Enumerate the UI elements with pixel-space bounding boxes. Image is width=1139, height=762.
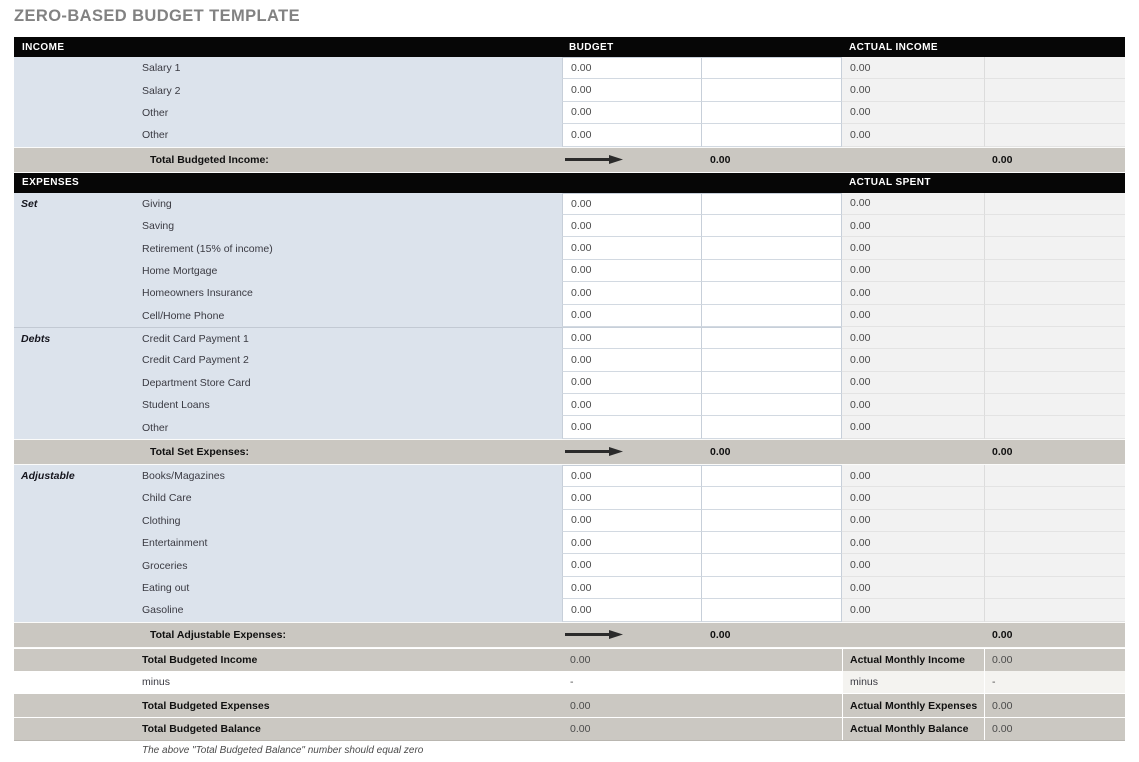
summary-left-label: minus bbox=[142, 676, 171, 689]
item-label: Credit Card Payment 2 bbox=[140, 349, 562, 371]
summary-left-value: 0.00 bbox=[570, 699, 591, 712]
income-section bbox=[14, 57, 1125, 147]
budget-input-cell[interactable]: 0.00 bbox=[562, 102, 702, 124]
actual-extra-cell bbox=[984, 215, 1125, 237]
budget-total-value: 0.00 bbox=[710, 445, 731, 458]
actual-input-cell[interactable]: 0.00 bbox=[842, 577, 984, 599]
summary-right-value: 0.00 bbox=[984, 718, 1125, 740]
actual-extra-cell bbox=[984, 282, 1125, 304]
budget-extra-cell bbox=[702, 532, 842, 554]
budget-extra-cell bbox=[702, 124, 842, 146]
actual-extra-cell bbox=[984, 260, 1125, 282]
budget-input-cell[interactable]: 0.00 bbox=[562, 394, 702, 416]
actual-total-value: 0.00 bbox=[992, 628, 1013, 641]
budget-input-cell[interactable]: 0.00 bbox=[562, 510, 702, 532]
table-row bbox=[14, 599, 1125, 621]
category-label bbox=[14, 305, 140, 327]
budget-extra-cell bbox=[702, 237, 842, 259]
item-label: Giving bbox=[140, 193, 562, 215]
category-block bbox=[14, 465, 1125, 622]
budget-extra-cell bbox=[702, 349, 842, 371]
item-label: Entertainment bbox=[140, 532, 562, 554]
total-row-spacer bbox=[14, 623, 140, 647]
item-label: Salary 2 bbox=[140, 79, 562, 101]
actual-input-cell[interactable]: 0.00 bbox=[842, 394, 984, 416]
table-row bbox=[14, 394, 1125, 416]
actual-input-cell[interactable]: 0.00 bbox=[842, 305, 984, 327]
actual-extra-cell bbox=[984, 102, 1125, 124]
category-label bbox=[14, 394, 140, 416]
budget-input-cell[interactable]: 0.00 bbox=[562, 554, 702, 576]
budget-input-cell[interactable]: 0.00 bbox=[562, 215, 702, 237]
table-row bbox=[14, 124, 1125, 146]
summary-row bbox=[14, 693, 1125, 716]
table-row bbox=[14, 577, 1125, 599]
budget-extra-cell bbox=[702, 215, 842, 237]
budget-input-cell[interactable]: 0.00 bbox=[562, 327, 702, 349]
summary-left-label: Total Budgeted Expenses bbox=[142, 699, 270, 712]
summary-section bbox=[14, 648, 1125, 742]
item-label: Groceries bbox=[140, 554, 562, 576]
category-label bbox=[14, 237, 140, 259]
table-row bbox=[14, 554, 1125, 576]
budget-extra-cell bbox=[702, 577, 842, 599]
budget-header-label: BUDGET bbox=[569, 41, 614, 53]
actual-extra-cell bbox=[984, 349, 1125, 371]
total-row-spacer bbox=[842, 148, 984, 172]
budget-extra-cell bbox=[702, 554, 842, 576]
actual-input-cell[interactable]: 0.00 bbox=[842, 554, 984, 576]
budget-extra-cell bbox=[702, 305, 842, 327]
item-label: Gasoline bbox=[140, 599, 562, 621]
summary-right-label: Actual Monthly Income bbox=[842, 649, 984, 671]
summary-right-label: Actual Monthly Expenses bbox=[842, 694, 984, 716]
budget-extra-cell bbox=[702, 102, 842, 124]
summary-right-value: - bbox=[984, 671, 1125, 693]
arrow-cell bbox=[562, 148, 702, 172]
page-title: ZERO-BASED BUDGET TEMPLATE bbox=[14, 7, 301, 25]
actual-extra-cell bbox=[984, 599, 1125, 621]
budget-extra-cell bbox=[702, 193, 842, 215]
actual-input-cell[interactable]: 0.00 bbox=[842, 237, 984, 259]
actual-extra-cell bbox=[984, 487, 1125, 509]
category-label: Debts bbox=[14, 327, 140, 349]
budget-input-cell[interactable]: 0.00 bbox=[562, 465, 702, 487]
actual-extra-cell bbox=[984, 305, 1125, 327]
table-row bbox=[14, 349, 1125, 371]
total-row bbox=[14, 439, 1125, 465]
arrow-cell bbox=[562, 623, 702, 647]
actual-extra-cell bbox=[984, 394, 1125, 416]
actual-extra-cell bbox=[984, 327, 1125, 349]
budget-input-cell[interactable]: 0.00 bbox=[562, 416, 702, 438]
category-label bbox=[14, 282, 140, 304]
budget-extra-cell bbox=[702, 416, 842, 438]
actual-input-cell[interactable]: 0.00 bbox=[842, 532, 984, 554]
budget-input-cell[interactable]: 0.00 bbox=[562, 532, 702, 554]
budget-extra-cell bbox=[702, 394, 842, 416]
item-label: Child Care bbox=[140, 487, 562, 509]
total-label: Total Budgeted Income: bbox=[150, 153, 269, 166]
category-block bbox=[14, 193, 1125, 327]
summary-left-value: 0.00 bbox=[570, 653, 591, 666]
budget-extra-cell bbox=[702, 57, 842, 79]
budget-input-cell[interactable]: 0.00 bbox=[562, 372, 702, 394]
income-header-row bbox=[14, 37, 1125, 57]
summary-right-label: Actual Monthly Balance bbox=[842, 718, 984, 740]
summary-spacer bbox=[702, 671, 842, 693]
item-label: Home Mortgage bbox=[140, 260, 562, 282]
total-row bbox=[14, 622, 1125, 648]
arrow-right-icon bbox=[565, 447, 623, 456]
arrow-cell bbox=[562, 440, 702, 464]
actual-extra-cell bbox=[984, 416, 1125, 438]
budget-extra-cell bbox=[702, 79, 842, 101]
item-label: Retirement (15% of income) bbox=[140, 237, 562, 259]
table-row bbox=[14, 372, 1125, 394]
actual-extra-cell bbox=[984, 237, 1125, 259]
actual-input-cell[interactable]: 0.00 bbox=[842, 260, 984, 282]
budget-input-cell[interactable]: 0.00 bbox=[562, 193, 702, 215]
actual-input-cell[interactable]: 0.00 bbox=[842, 465, 984, 487]
expenses-header-row bbox=[14, 173, 1125, 193]
actual-input-cell[interactable]: 0.00 bbox=[842, 57, 984, 79]
category-label bbox=[14, 260, 140, 282]
actual-input-cell[interactable]: 0.00 bbox=[842, 599, 984, 621]
expenses-header-label: EXPENSES bbox=[22, 177, 80, 189]
category-label bbox=[14, 372, 140, 394]
summary-spacer bbox=[702, 649, 842, 671]
total-row-spacer bbox=[14, 148, 140, 172]
table-row bbox=[14, 57, 1125, 79]
arrow-right-icon bbox=[565, 155, 623, 164]
budget-extra-cell bbox=[702, 372, 842, 394]
table-row bbox=[14, 215, 1125, 237]
actual-input-cell[interactable]: 0.00 bbox=[842, 282, 984, 304]
category-label bbox=[14, 102, 140, 124]
budget-input-cell[interactable]: 0.00 bbox=[562, 57, 702, 79]
item-label: Salary 1 bbox=[140, 57, 562, 79]
summary-row bbox=[14, 671, 1125, 693]
income-total-container bbox=[14, 147, 1125, 173]
actual-extra-cell bbox=[984, 554, 1125, 576]
category-label bbox=[14, 487, 140, 509]
category-label bbox=[14, 416, 140, 438]
summary-spacer bbox=[702, 718, 842, 740]
total-row-spacer bbox=[14, 440, 140, 464]
item-label: Other bbox=[140, 416, 562, 438]
actual-input-cell[interactable]: 0.00 bbox=[842, 510, 984, 532]
actual-input-cell[interactable]: 0.00 bbox=[842, 124, 984, 146]
actual-input-cell[interactable]: 0.00 bbox=[842, 193, 984, 215]
actual-input-cell[interactable]: 0.00 bbox=[842, 215, 984, 237]
actual-extra-cell bbox=[984, 372, 1125, 394]
budget-input-cell[interactable]: 0.00 bbox=[562, 260, 702, 282]
summary-left-label: Total Budgeted Balance bbox=[142, 722, 261, 735]
summary-left-label: Total Budgeted Income bbox=[142, 653, 258, 666]
category-label bbox=[14, 124, 140, 146]
actual-input-cell[interactable]: 0.00 bbox=[842, 79, 984, 101]
actual-input-cell[interactable]: 0.00 bbox=[842, 102, 984, 124]
budget-input-cell[interactable]: 0.00 bbox=[562, 305, 702, 327]
budget-extra-cell bbox=[702, 599, 842, 621]
item-label: Books/Magazines bbox=[140, 465, 562, 487]
table-row bbox=[14, 282, 1125, 304]
actual-spent-header-label: ACTUAL SPENT bbox=[849, 177, 931, 189]
item-label: Other bbox=[140, 124, 562, 146]
table-row bbox=[14, 102, 1125, 124]
actual-extra-cell bbox=[984, 79, 1125, 101]
category-block bbox=[14, 57, 1125, 147]
budget-extra-cell bbox=[702, 510, 842, 532]
actual-input-cell[interactable]: 0.00 bbox=[842, 349, 984, 371]
item-label: Student Loans bbox=[140, 394, 562, 416]
actual-extra-cell bbox=[984, 193, 1125, 215]
budget-input-cell[interactable]: 0.00 bbox=[562, 79, 702, 101]
category-label bbox=[14, 57, 140, 79]
table-row bbox=[14, 487, 1125, 509]
budget-input-cell[interactable]: 0.00 bbox=[562, 349, 702, 371]
total-row bbox=[14, 147, 1125, 173]
item-label: Clothing bbox=[140, 510, 562, 532]
item-label: Homeowners Insurance bbox=[140, 282, 562, 304]
summary-row bbox=[14, 717, 1125, 741]
actual-extra-cell bbox=[984, 465, 1125, 487]
item-label: Credit Card Payment 1 bbox=[140, 327, 562, 349]
footnote: The above "Total Budgeted Balance" number should equal zero bbox=[142, 745, 424, 757]
budget-total-value: 0.00 bbox=[710, 628, 731, 641]
summary-right-value: 0.00 bbox=[984, 694, 1125, 716]
summary-right-label: minus bbox=[842, 671, 984, 693]
actual-extra-cell bbox=[984, 510, 1125, 532]
summary-spacer bbox=[702, 694, 842, 716]
actual-input-cell[interactable]: 0.00 bbox=[842, 327, 984, 349]
budget-table bbox=[14, 37, 1125, 741]
category-label bbox=[14, 554, 140, 576]
summary-left-value: 0.00 bbox=[570, 722, 591, 735]
budget-extra-cell bbox=[702, 487, 842, 509]
category-label bbox=[14, 532, 140, 554]
category-label: Set bbox=[14, 193, 140, 215]
category-label bbox=[14, 577, 140, 599]
budget-input-cell[interactable]: 0.00 bbox=[562, 599, 702, 621]
item-label: Department Store Card bbox=[140, 372, 562, 394]
actual-total-value: 0.00 bbox=[992, 153, 1013, 166]
total-row-spacer bbox=[842, 623, 984, 647]
item-label: Saving bbox=[140, 215, 562, 237]
budget-input-cell[interactable]: 0.00 bbox=[562, 487, 702, 509]
item-label: Cell/Home Phone bbox=[140, 305, 562, 327]
category-label bbox=[14, 510, 140, 532]
budget-extra-cell bbox=[702, 465, 842, 487]
table-row bbox=[14, 327, 1125, 349]
actual-extra-cell bbox=[984, 124, 1125, 146]
budget-input-cell[interactable]: 0.00 bbox=[562, 124, 702, 146]
item-label: Eating out bbox=[140, 577, 562, 599]
table-row bbox=[14, 79, 1125, 101]
actual-extra-cell bbox=[984, 577, 1125, 599]
expenses-section bbox=[14, 193, 1125, 648]
budget-extra-cell bbox=[702, 260, 842, 282]
actual-input-cell[interactable]: 0.00 bbox=[842, 487, 984, 509]
actual-input-cell[interactable]: 0.00 bbox=[842, 416, 984, 438]
income-header-label: INCOME bbox=[22, 41, 65, 53]
budget-extra-cell bbox=[702, 327, 842, 349]
total-label: Total Adjustable Expenses: bbox=[150, 628, 286, 641]
expenses-header-spacer bbox=[562, 173, 842, 193]
category-label bbox=[14, 349, 140, 371]
actual-input-cell[interactable]: 0.00 bbox=[842, 372, 984, 394]
budget-input-cell[interactable]: 0.00 bbox=[562, 282, 702, 304]
category-label bbox=[14, 79, 140, 101]
arrow-right-icon bbox=[565, 630, 623, 639]
category-label bbox=[14, 215, 140, 237]
budget-total-value: 0.00 bbox=[710, 153, 731, 166]
table-row bbox=[14, 193, 1125, 215]
table-row bbox=[14, 532, 1125, 554]
actual-income-header-label: ACTUAL INCOME bbox=[849, 41, 938, 53]
table-row bbox=[14, 260, 1125, 282]
category-block bbox=[14, 327, 1125, 439]
item-label: Other bbox=[140, 102, 562, 124]
actual-extra-cell bbox=[984, 532, 1125, 554]
summary-row bbox=[14, 648, 1125, 671]
table-row bbox=[14, 465, 1125, 487]
category-label: Adjustable bbox=[14, 465, 140, 487]
table-row bbox=[14, 305, 1125, 327]
table-row bbox=[14, 416, 1125, 438]
budget-extra-cell bbox=[702, 282, 842, 304]
total-label: Total Set Expenses: bbox=[150, 445, 250, 458]
category-label bbox=[14, 599, 140, 621]
budget-input-cell[interactable]: 0.00 bbox=[562, 577, 702, 599]
actual-total-value: 0.00 bbox=[992, 445, 1013, 458]
budget-input-cell[interactable]: 0.00 bbox=[562, 237, 702, 259]
actual-extra-cell bbox=[984, 57, 1125, 79]
summary-left-value: - bbox=[570, 676, 574, 689]
summary-right-value: 0.00 bbox=[984, 649, 1125, 671]
table-row bbox=[14, 510, 1125, 532]
total-row-spacer bbox=[842, 440, 984, 464]
table-row bbox=[14, 237, 1125, 259]
